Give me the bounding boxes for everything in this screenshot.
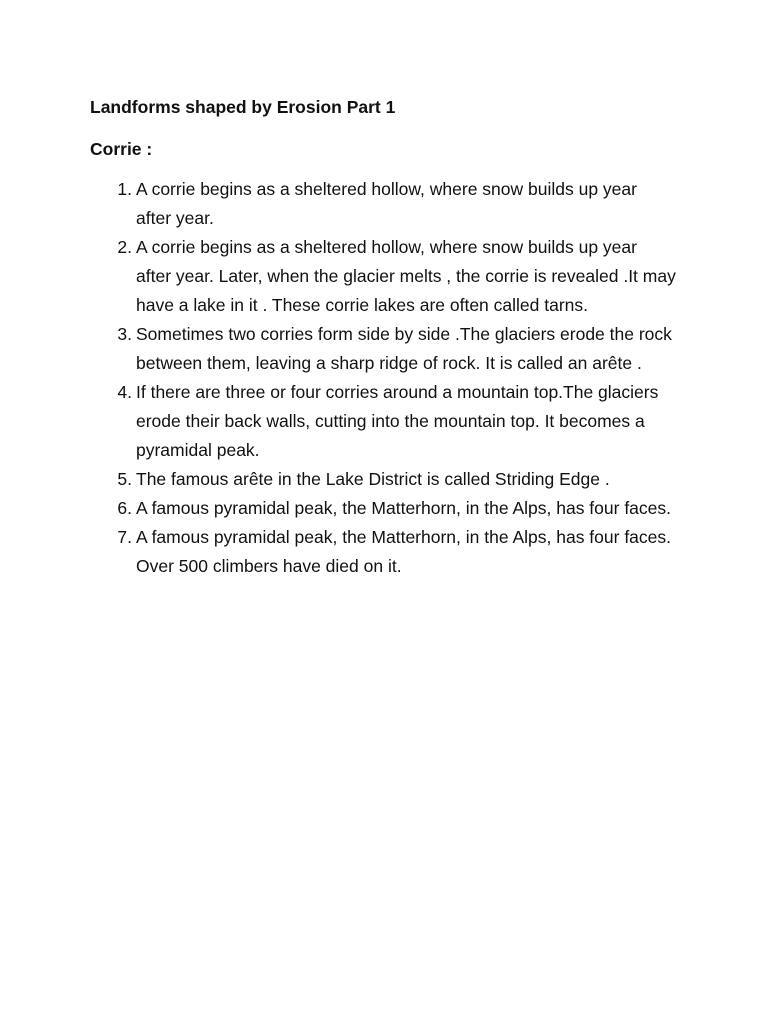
list-item-number: 3.: [117, 324, 132, 344]
section-heading-corrie: Corrie :: [90, 139, 153, 159]
list-item-text: Sometimes two corries form side by side .The glaciers erode the rock between them, leaving a sharp ridge of rock. It is called an arête .: [136, 324, 672, 373]
list-item: [0, 494, 676, 523]
list-item: [0, 233, 676, 320]
list-item-number: 4.: [117, 382, 132, 402]
list-item-number: 7.: [117, 527, 132, 547]
list-item-text: The famous arête in the Lake District is called Striding Edge .: [136, 469, 610, 489]
list-item: [0, 378, 676, 465]
list-item-text: If there are three or four corries around a mountain top.The glaciers erode their back walls, cutting into the mountain top. It becomes a pyramidal peak.: [136, 382, 659, 460]
list-item: [0, 175, 676, 233]
list-item-number: 6.: [117, 498, 132, 518]
list-item-number: 5.: [117, 469, 132, 489]
list-item-text: A famous pyramidal peak, the Matterhorn, in the Alps, has four faces.: [136, 498, 672, 518]
list-item-text: A corrie begins as a sheltered hollow, where snow builds up year after year.: [136, 179, 637, 228]
list-item-text: A corrie begins as a sheltered hollow, where snow builds up year after year. Later, when the glacier melts , the corrie is revealed .It may have a lake in it . These corrie lakes are often called tarns.: [136, 237, 676, 315]
list-item-number: 1.: [117, 179, 132, 199]
list-item: [0, 465, 676, 494]
list-item: [0, 523, 676, 581]
list-item-number: 2.: [117, 237, 132, 257]
numbered-list: [0, 175, 768, 581]
list-item-text: A famous pyramidal peak, the Matterhorn, in the Alps, has four faces. Over 500 climbers have died on it.: [136, 527, 672, 576]
document-title: Landforms shaped by Erosion Part 1: [90, 97, 396, 117]
list-item: [0, 320, 676, 378]
